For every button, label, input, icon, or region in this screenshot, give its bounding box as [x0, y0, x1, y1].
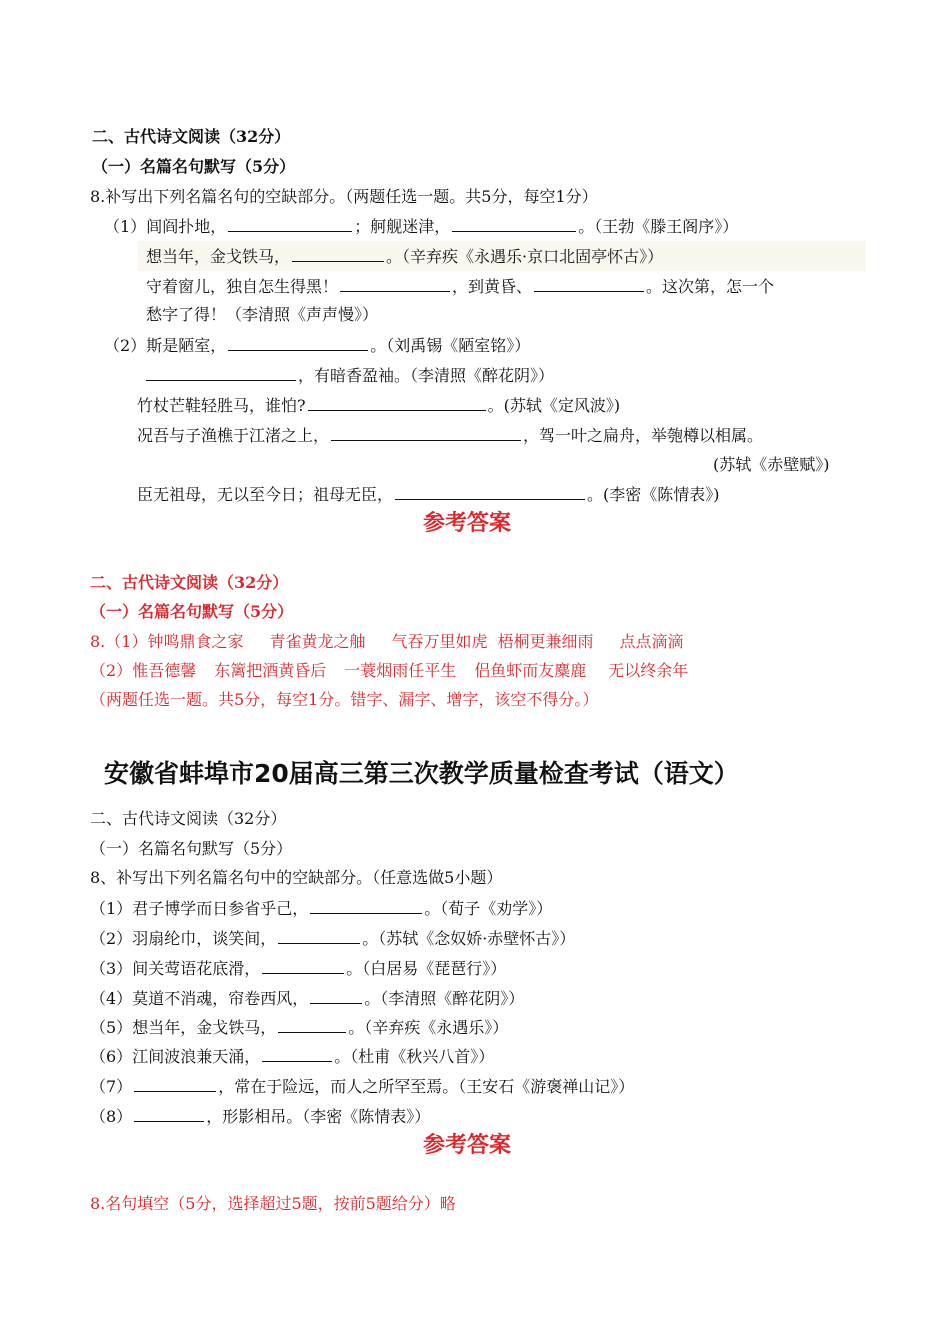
- question-2-line-5: (苏轼《赤壁赋》): [713, 455, 830, 474]
- exam-title: 安徽省蚌埠市20届高三第三次教学质量检查考试（语文）: [104, 759, 739, 788]
- question-1-line-1: （1）闾阎扑地， ；舸舰迷津， 。（王勃《滕王阁序》）: [104, 217, 739, 236]
- blank[interactable]: [292, 246, 384, 262]
- answer-note: （两题任选一题。共5分，每空1分。错字、漏字、增字，该空不得分。）: [90, 690, 599, 709]
- blank[interactable]: [331, 425, 521, 441]
- answer-line-2: （2）惟吾德馨 东篱把酒黄昏后 一蓑烟雨任平生 侣鱼虾而友麋鹿 无以终余年: [90, 661, 689, 680]
- blank[interactable]: [340, 276, 450, 292]
- blank[interactable]: [534, 276, 644, 292]
- exam2-item-7: （7） ，常在于险远，而人之所罕至焉。（王安石《游褒禅山记》）: [90, 1077, 635, 1096]
- blank[interactable]: [228, 216, 352, 232]
- exam2-item-2: （2）羽扇纶巾，谈笑间， 。（苏轼《念奴娇·赤壁怀古》）: [90, 929, 576, 948]
- blank[interactable]: [278, 928, 360, 944]
- exam2-item-8: （8） ，形影相吊。（李密《陈情表》）: [90, 1107, 431, 1126]
- blank[interactable]: [228, 335, 368, 351]
- exam2-item-1: （1）君子博学而日参省乎己， 。（荀子《劝学》）: [90, 899, 553, 918]
- answer-heading: 参考答案: [423, 511, 512, 536]
- question-2-line-2: ，有暗香盈袖。（李清照《醉花阴》）: [146, 365, 554, 386]
- blank[interactable]: [262, 958, 344, 974]
- sub-heading: （一）名篇名句默写（5分）: [92, 157, 296, 176]
- answer-line-1: 8.（1）钟鸣鼎食之家 青雀黄龙之舳 气吞万里如虎 梧桐更兼细雨 点点滴滴: [90, 632, 684, 651]
- question-1-line-4: 愁字了得！（李清照《声声慢》）: [146, 305, 379, 324]
- blank[interactable]: [452, 216, 576, 232]
- blank[interactable]: [262, 1046, 332, 1062]
- exam2-item-4: （4）莫道不消魂，帘卷西风， 。（李清照《醉花阴》）: [90, 989, 525, 1008]
- blank[interactable]: [146, 365, 296, 381]
- question-2-line-6: 臣无祖母，无以至今日；祖母无臣， 。(李密《陈情表》): [137, 485, 720, 504]
- blank[interactable]: [310, 988, 362, 1004]
- blank[interactable]: [395, 484, 585, 500]
- question-1-line-3: 守着窗儿，独自怎生得黑！ ，到黄昏、 。这次第，怎一个: [146, 277, 775, 296]
- exam2-instruction: 8、补写出下列名篇名句中的空缺部分。（任意选做5小题）: [90, 868, 503, 887]
- exam2-item-5: （5）想当年，金戈铁马， 。（辛弃疾《永遇乐》）: [90, 1018, 509, 1037]
- question-1-line-2: 想当年，金戈铁马， 。（辛弃疾《永遇乐·京口北固亭怀古》）: [146, 247, 664, 266]
- question-2-line-3: 竹杖芒鞋轻胜马，谁怕? 。(苏轼《定风波》): [137, 396, 621, 415]
- answer2-heading: 参考答案: [423, 1133, 512, 1158]
- blank[interactable]: [278, 1017, 346, 1033]
- blank[interactable]: [310, 898, 422, 914]
- section-heading: 二、古代诗文阅读（32分）: [92, 127, 291, 146]
- exam2-item-6: （6）江间波浪兼天涌， 。（杜甫《秋兴八首》）: [90, 1047, 495, 1066]
- exam2-sub-heading: （一）名篇名句默写（5分）: [90, 839, 293, 858]
- instruction: 8.补写出下列名篇名句的空缺部分。（两题任选一题。共5分，每空1分）: [90, 187, 598, 206]
- question-2-line-4: 况吾与子渔樵于江渚之上， ，驾一叶之扁舟，举匏樽以相属。: [137, 426, 764, 445]
- blank[interactable]: [134, 1076, 216, 1092]
- answer-section-heading: 二、古代诗文阅读（32分）: [90, 573, 289, 592]
- exam2-section-heading: 二、古代诗文阅读（32分）: [90, 809, 287, 828]
- blank[interactable]: [308, 395, 486, 411]
- answer-sub-heading: （一）名篇名句默写（5分）: [90, 602, 294, 621]
- exam2-item-3: （3）间关莺语花底滑， 。（白居易《琵琶行》）: [90, 959, 507, 978]
- answer2-text: 8.名句填空（5分，选择超过5题，按前5题给分）略: [90, 1194, 456, 1213]
- blank[interactable]: [134, 1106, 204, 1122]
- question-2-line-1: （2）斯是陋室， 。（刘禹锡《陋室铭》）: [104, 336, 531, 355]
